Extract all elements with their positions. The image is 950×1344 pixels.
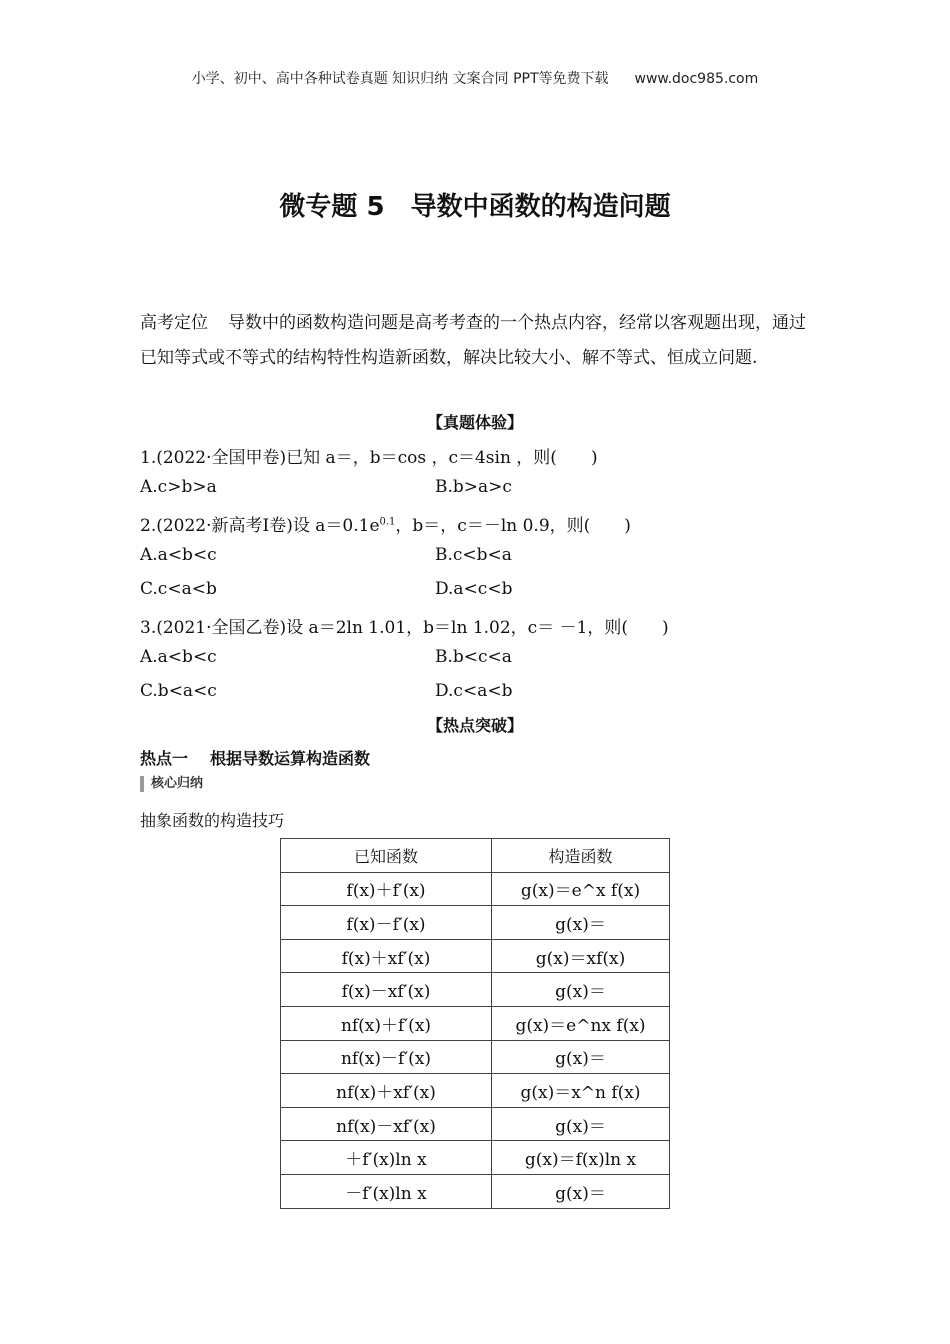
intro-text: 导数中的函数构造问题是高考考查的一个热点内容，经常以客观题出现，通过已知等式或不等式的结构特性构造新函数，解决比较大小、解不等式、恒成立问题. <box>140 313 806 368</box>
hot-point-title: 根据导数运算构造函数 <box>210 749 371 768</box>
q2-option-d: D.a<c<b <box>435 579 513 599</box>
construct-function-cell: g(x)＝x^n f(x) <box>492 1074 670 1108</box>
construct-function-cell: g(x)＝e^nx f(x) <box>492 1006 670 1040</box>
page-header <box>0 68 950 88</box>
table-row <box>281 1006 670 1040</box>
table-row <box>281 872 670 906</box>
construct-function-cell: g(x)＝e^x f(x) <box>492 872 670 906</box>
hot-point-label: 热点一 <box>140 749 189 768</box>
table-header-row <box>281 839 670 873</box>
known-function-cell: ＋f′(x)ln x <box>281 1141 492 1175</box>
q3-option-b: B.b<c<a <box>435 647 512 667</box>
title-prefix: 微专题 5 <box>279 192 385 222</box>
known-function-cell: f(x)＋f′(x) <box>281 872 492 906</box>
table-row <box>281 973 670 1007</box>
q2-stem-exponent: 0.1 <box>379 516 396 528</box>
title-main: 导数中函数的构造问题 <box>410 192 671 222</box>
q2-option-c: C.c<a<b <box>140 579 217 599</box>
known-function-cell: nf(x)－xf′(x) <box>281 1107 492 1141</box>
known-function-cell: nf(x)－f′(x) <box>281 1040 492 1074</box>
known-function-cell: f(x)－f′(x) <box>281 906 492 940</box>
construct-function-cell: g(x)＝xf(x) <box>492 939 670 973</box>
construct-function-cell: g(x)＝ <box>492 973 670 1007</box>
q1-option-b: B.b>a>c <box>435 477 512 497</box>
known-function-cell: f(x)＋xf′(x) <box>281 939 492 973</box>
hot-point-heading <box>140 746 370 769</box>
known-function-cell: nf(x)＋f′(x) <box>281 1006 492 1040</box>
known-function-cell: nf(x)＋xf′(x) <box>281 1074 492 1108</box>
table-row <box>281 1074 670 1108</box>
construction-table <box>280 838 670 1209</box>
q3-option-d: D.c<a<b <box>435 681 513 701</box>
q2-option-b: B.c<b<a <box>435 545 512 565</box>
q3-option-c: C.b<a<c <box>140 681 217 701</box>
q2-option-a: A.a<b<c <box>140 545 217 565</box>
q2-stem-tail: ，b＝，c＝－ln 0.9，则( ) <box>395 516 631 536</box>
q2-stem-head: 2.(2022·新高考Ⅰ卷)设 a＝0.1e <box>140 516 380 536</box>
question-1-stem: 1.(2022·全国甲卷)已知 a＝，b＝cos ，c＝4sin ，则( ) <box>140 448 598 468</box>
table-row <box>281 1174 670 1208</box>
construct-function-cell: g(x)＝ <box>492 1107 670 1141</box>
known-function-cell: f(x)－xf′(x) <box>281 973 492 1007</box>
intro-label: 高考定位 <box>140 313 208 333</box>
page-title <box>0 186 950 223</box>
question-3-stem: 3.(2021·全国乙卷)设 a＝2ln 1.01，b＝ln 1.02，c＝ －1，则( ) <box>140 618 669 638</box>
known-function-cell: －f′(x)ln x <box>281 1174 492 1208</box>
section-real-exam: 【真题体验】 <box>426 413 523 432</box>
question-2-stem <box>140 511 631 536</box>
technique-title: 抽象函数的构造技巧 <box>140 811 285 830</box>
header-site: www.doc985.com <box>634 71 759 87</box>
construct-function-cell: g(x)＝ <box>492 1174 670 1208</box>
construct-function-cell: g(x)＝f(x)ln x <box>492 1141 670 1175</box>
construct-function-cell: g(x)＝ <box>492 1040 670 1074</box>
section-hot-break: 【热点突破】 <box>426 716 523 735</box>
header-text: 小学、初中、高中各种试卷真题 知识归纳 文案合同 PPT等免费下载 <box>191 71 609 87</box>
table-header-known: 已知函数 <box>281 839 492 873</box>
q1-option-a: A.c>b>a <box>140 477 217 497</box>
intro-paragraph <box>140 306 812 376</box>
table-header-construct: 构造函数 <box>492 839 670 873</box>
table-row <box>281 939 670 973</box>
table-row <box>281 1141 670 1175</box>
core-label: 核心归纳 <box>140 776 203 792</box>
table-row <box>281 1107 670 1141</box>
construct-function-cell: g(x)＝ <box>492 906 670 940</box>
table-row <box>281 906 670 940</box>
table-row <box>281 1040 670 1074</box>
q3-option-a: A.a<b<c <box>140 647 217 667</box>
